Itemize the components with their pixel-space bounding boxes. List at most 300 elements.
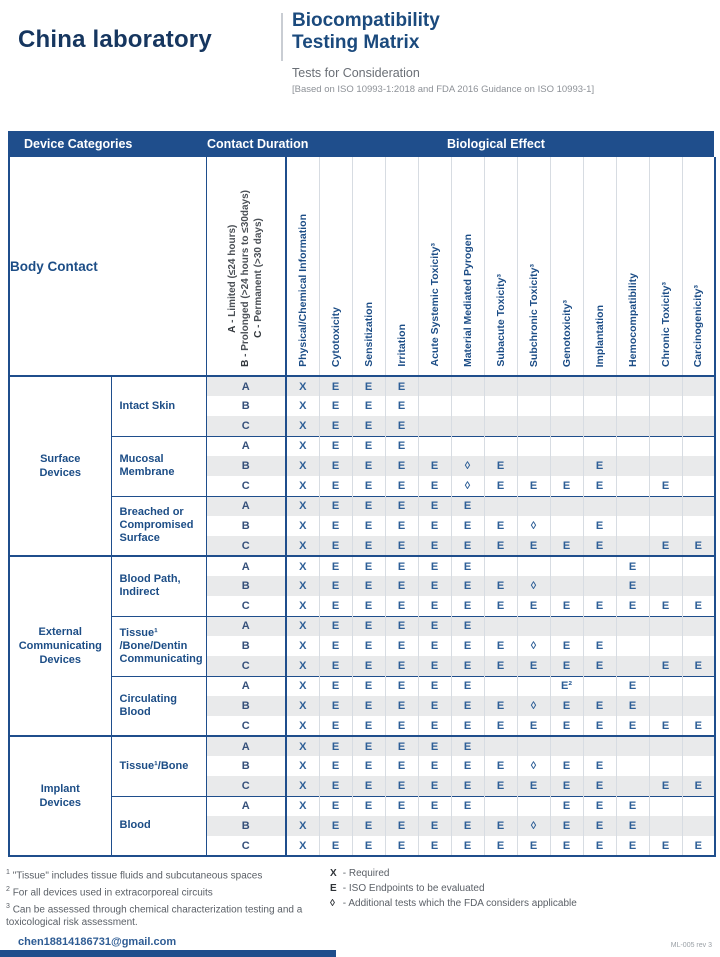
- mark-cell: E: [649, 656, 682, 676]
- effect-label-wrap: [617, 157, 649, 375]
- mark-cell: E: [352, 776, 385, 796]
- mark-cell: X: [286, 716, 319, 736]
- mark-cell: E: [484, 596, 517, 616]
- mark-cell: E: [583, 656, 616, 676]
- mark-cell: [550, 556, 583, 576]
- footnote-marker: 3: [6, 902, 10, 910]
- mark-cell: ◊: [517, 816, 550, 836]
- footnote-marker: 1: [6, 869, 10, 876]
- effect-column-header: [385, 157, 418, 376]
- subcategory-line: Intact Skin: [119, 399, 176, 412]
- mark-cell: E: [319, 636, 352, 656]
- mark-cell: E: [352, 436, 385, 456]
- mark-cell: E: [484, 656, 517, 676]
- subcategory-cell: [111, 376, 206, 436]
- mark-cell: E: [484, 756, 517, 776]
- footnotes: [6, 866, 318, 930]
- mark-cell: E: [517, 596, 550, 616]
- mark-cell: E: [616, 576, 649, 596]
- legend-symbol: ◊: [330, 898, 335, 909]
- mark-cell: E: [418, 516, 451, 536]
- mark-cell: X: [286, 476, 319, 496]
- subcategory-line: Mucosal: [119, 453, 164, 465]
- mark-cell: [550, 516, 583, 536]
- page-title-line2: Testing Matrix: [292, 32, 420, 53]
- duration-cell: B: [206, 396, 286, 416]
- mark-cell: [616, 536, 649, 556]
- subcategory-line: Surface: [119, 532, 160, 545]
- matrix-row: [9, 676, 715, 696]
- mark-cell: [550, 736, 583, 756]
- mark-cell: E: [550, 656, 583, 676]
- mark-cell: E: [550, 536, 583, 556]
- mark-cell: E: [616, 796, 649, 816]
- mark-cell: E: [583, 696, 616, 716]
- mark-cell: [583, 736, 616, 756]
- legend: [330, 866, 577, 911]
- mark-cell: [517, 376, 550, 396]
- mark-cell: [550, 616, 583, 636]
- duration-legend-line: [226, 190, 239, 367]
- subcategory-cell: [111, 496, 206, 556]
- mark-cell: [484, 396, 517, 416]
- footnote-text: Can be assessed through chemical characterization testing and a toxicological risk assessment.: [6, 903, 303, 929]
- effect-label: Implantation: [593, 304, 606, 367]
- mark-cell: E: [682, 656, 715, 676]
- page-title: [292, 10, 440, 54]
- mark-cell: E: [583, 516, 616, 536]
- subcategory-line: Blood Path,: [119, 573, 181, 586]
- mark-cell: E: [319, 776, 352, 796]
- effect-label-wrap: [485, 157, 517, 375]
- mark-cell: [550, 396, 583, 416]
- mark-cell: [649, 636, 682, 656]
- duration-cell: C: [206, 476, 286, 496]
- mark-cell: [649, 676, 682, 696]
- effect-label-wrap: [353, 157, 385, 375]
- body-contact-header: Body Contact: [9, 157, 206, 376]
- mark-cell: [484, 416, 517, 436]
- mark-cell: X: [286, 456, 319, 476]
- subcategory-cell: [111, 736, 206, 796]
- mark-cell: [616, 736, 649, 756]
- effect-column-header: [319, 157, 352, 376]
- matrix-row: [9, 376, 715, 396]
- mark-cell: [418, 396, 451, 416]
- mark-cell: E: [649, 476, 682, 496]
- effect-label-wrap: [452, 157, 484, 375]
- effect-label: Sensitization: [362, 302, 375, 367]
- mark-cell: E: [451, 756, 484, 776]
- device-category-cell: [9, 736, 111, 856]
- mark-cell: E: [352, 676, 385, 696]
- mark-cell: E: [616, 596, 649, 616]
- effect-label: Physical/Chemical Information: [296, 214, 309, 367]
- mark-cell: [682, 516, 715, 536]
- mark-cell: E: [418, 456, 451, 476]
- mark-cell: E: [682, 776, 715, 796]
- subcategory-line: Breached or: [119, 506, 184, 519]
- effect-label: Hemocompatibility: [626, 273, 639, 367]
- effect-column-header: [484, 157, 517, 376]
- effect-label: Subacute Toxicity³: [494, 274, 507, 367]
- effect-label-wrap: [287, 157, 319, 375]
- band-label-contact-duration: Contact Duration: [207, 137, 309, 151]
- mark-cell: [616, 416, 649, 436]
- mark-cell: E: [418, 576, 451, 596]
- mark-cell: E: [451, 716, 484, 736]
- mark-cell: E: [352, 756, 385, 776]
- legend-symbol: X: [330, 868, 337, 879]
- subcategory-line: Tissue¹: [119, 626, 158, 639]
- mark-cell: E: [418, 656, 451, 676]
- mark-cell: [517, 556, 550, 576]
- mark-cell: E: [319, 556, 352, 576]
- mark-cell: E: [385, 696, 418, 716]
- mark-cell: [517, 616, 550, 636]
- mark-cell: E: [418, 556, 451, 576]
- mark-cell: [682, 616, 715, 636]
- mark-cell: E: [418, 816, 451, 836]
- mark-cell: [682, 696, 715, 716]
- mark-cell: [682, 396, 715, 416]
- mark-cell: E: [484, 776, 517, 796]
- effect-label: Acute Systemic Toxicity³: [428, 243, 441, 367]
- mark-cell: E: [319, 536, 352, 556]
- mark-cell: E: [319, 416, 352, 436]
- mark-cell: E: [418, 796, 451, 816]
- mark-cell: E: [352, 516, 385, 536]
- mark-cell: E: [694, 839, 702, 852]
- subcategory-line: Blood: [119, 705, 151, 718]
- mark-cell: [682, 816, 715, 836]
- mark-cell: E: [517, 656, 550, 676]
- mark-cell: [484, 676, 517, 696]
- mark-cell: E: [517, 836, 550, 856]
- mark-cell: [550, 376, 583, 396]
- duration-description: - Prolonged (>24 hours to ≤30days): [240, 190, 252, 360]
- mark-cell: E: [649, 716, 682, 736]
- mark-cell: E: [550, 636, 583, 656]
- effect-column-header: [352, 157, 385, 376]
- mark-cell: X: [286, 816, 319, 836]
- mark-cell: E: [616, 716, 649, 736]
- duration-letter: B: [240, 359, 252, 367]
- mark-cell: E: [385, 756, 418, 776]
- duration-cell: C: [206, 596, 286, 616]
- mark-cell: [616, 476, 649, 496]
- mark-cell: E: [385, 736, 418, 756]
- mark-cell: E: [484, 536, 517, 556]
- band-label-device-categories: Device Categories: [24, 137, 133, 151]
- mark-cell: X: [286, 516, 319, 536]
- mark-cell: E: [352, 396, 385, 416]
- mark-cell: [550, 496, 583, 516]
- mark-cell: ◊: [451, 456, 484, 476]
- mark-cell: E: [385, 376, 418, 396]
- mark-cell: E: [451, 576, 484, 596]
- mark-cell: E: [352, 576, 385, 596]
- mark-cell: [649, 756, 682, 776]
- mark-cell: E: [451, 816, 484, 836]
- mark-cell: [682, 676, 715, 696]
- mark-cell: E: [484, 576, 517, 596]
- mark-cell: E: [451, 836, 484, 856]
- mark-cell: E: [352, 536, 385, 556]
- mark-cell: [550, 416, 583, 436]
- mark-cell: E: [583, 476, 616, 496]
- mark-cell: E: [352, 616, 385, 636]
- mark-cell: E: [319, 716, 352, 736]
- mark-cell: E: [385, 396, 418, 416]
- mark-cell: E: [319, 436, 352, 456]
- subcategory-line: Circulating: [119, 692, 177, 705]
- mark-cell: [583, 556, 616, 576]
- subcategory-line: Indirect: [119, 586, 160, 599]
- mark-cell: E: [319, 676, 352, 696]
- mark-cell: [649, 616, 682, 636]
- device-category-cell: [9, 556, 111, 736]
- duration-description: - Permanent (>30 days): [253, 218, 265, 332]
- mark-cell: X: [286, 836, 319, 856]
- mark-cell: E: [484, 816, 517, 836]
- mark-cell: E: [319, 656, 352, 676]
- mark-cell: E: [319, 476, 352, 496]
- effect-label: Genotoxicity³: [560, 299, 573, 367]
- effect-label-wrap: [650, 157, 682, 375]
- legend-symbol: E: [330, 883, 337, 894]
- page-title-line1: Biocompatibility: [292, 10, 440, 31]
- mark-cell: E: [484, 716, 517, 736]
- mark-cell: E: [550, 716, 583, 736]
- mark-cell: E: [451, 596, 484, 616]
- mark-cell: X: [286, 536, 319, 556]
- mark-cell: E: [682, 536, 715, 556]
- duration-cell: A: [206, 436, 286, 456]
- mark-cell: [583, 396, 616, 416]
- mark-cell: E: [484, 476, 517, 496]
- mark-cell: [418, 416, 451, 436]
- mark-cell: E: [550, 796, 583, 816]
- mark-cell: E: [550, 816, 583, 836]
- device-category-line: Surface: [40, 453, 81, 465]
- mark-cell: E: [418, 536, 451, 556]
- mark-cell: E: [649, 776, 682, 796]
- mark-cell: [550, 456, 583, 476]
- subcategory-line: /Bone/Dentin: [119, 639, 188, 652]
- mark-cell: E: [418, 496, 451, 516]
- mark-cell: E: [583, 816, 616, 836]
- effect-label-wrap: [320, 157, 352, 375]
- mark-cell: E: [484, 836, 517, 856]
- mark-cell: X: [286, 696, 319, 716]
- device-category-line: Devices: [39, 467, 82, 479]
- mark-cell: E: [451, 736, 484, 756]
- mark-cell: E: [694, 599, 702, 612]
- mark-cell: [682, 636, 715, 656]
- mark-cell: E: [649, 536, 682, 556]
- device-category-cell: [9, 376, 111, 556]
- mark-cell: E: [385, 516, 418, 536]
- effect-label-wrap: [551, 157, 583, 375]
- subcategory-line: Membrane: [119, 466, 175, 478]
- mark-cell: E: [352, 376, 385, 396]
- mark-cell: E: [319, 796, 352, 816]
- legend-text: - Required: [342, 868, 390, 879]
- mark-cell: [649, 396, 682, 416]
- mark-cell: E: [550, 776, 583, 796]
- mark-cell: E: [319, 456, 352, 476]
- mark-cell: E: [418, 596, 451, 616]
- mark-cell: E: [385, 676, 418, 696]
- mark-cell: E: [385, 796, 418, 816]
- mark-cell: E: [616, 816, 649, 836]
- mark-cell: [517, 496, 550, 516]
- device-category-line: External: [38, 626, 82, 638]
- duration-description: - Limited (≤24 hours): [227, 224, 239, 326]
- mark-cell: E: [550, 696, 583, 716]
- subcategory-line: Compromised: [119, 519, 194, 532]
- mark-cell: E: [451, 776, 484, 796]
- mark-cell: E: [451, 676, 484, 696]
- duration-cell: B: [206, 516, 286, 536]
- mark-cell: E: [352, 556, 385, 576]
- duration-cell: C: [206, 536, 286, 556]
- mark-cell: E: [517, 476, 550, 496]
- mark-cell: X: [286, 416, 319, 436]
- mark-cell: [616, 376, 649, 396]
- mark-cell: E: [352, 696, 385, 716]
- mark-cell: [616, 756, 649, 776]
- mark-cell: ◊: [517, 636, 550, 656]
- subcategory-cell: [111, 556, 206, 616]
- footnote: [6, 866, 318, 883]
- contact-duration-header: [206, 157, 286, 376]
- mark-cell: E: [385, 536, 418, 556]
- mark-cell: E: [352, 416, 385, 436]
- mark-cell: [550, 436, 583, 456]
- matrix-row: [9, 556, 715, 576]
- standards-note: [Based on ISO 10993-1:2018 and FDA 2016 Guidance on ISO 10993-1]: [292, 84, 595, 95]
- mark-cell: [616, 776, 649, 796]
- effect-label: Cytotoxicity: [329, 306, 342, 367]
- mark-cell: E: [319, 696, 352, 716]
- mark-cell: E: [319, 396, 352, 416]
- mark-cell: E: [385, 616, 418, 636]
- mark-cell: E: [385, 496, 418, 516]
- mark-cell: [682, 556, 715, 576]
- mark-cell: E: [319, 596, 352, 616]
- mark-cell: E: [352, 796, 385, 816]
- mark-cell: E: [583, 756, 616, 776]
- mark-cell: E: [418, 836, 451, 856]
- mark-cell: E: [418, 616, 451, 636]
- mark-cell: E: [352, 476, 385, 496]
- matrix-head-row: [9, 157, 715, 376]
- mark-cell: E: [418, 696, 451, 716]
- mark-cell: X: [286, 396, 319, 416]
- mark-cell: E: [385, 576, 418, 596]
- footnote-text: "Tissue" includes tissue fluids and subcutaneous spaces: [12, 870, 263, 882]
- mark-cell: E: [550, 476, 583, 496]
- mark-cell: E: [550, 836, 583, 856]
- subcategory-line: Communicating: [119, 652, 203, 665]
- mark-cell: E: [319, 736, 352, 756]
- duration-cell: C: [206, 836, 286, 856]
- mark-cell: [583, 576, 616, 596]
- mark-cell: [550, 576, 583, 596]
- effect-column-header: [550, 157, 583, 376]
- mark-cell: E: [451, 616, 484, 636]
- mark-cell: E: [352, 456, 385, 476]
- band-label-biological-effect: Biological Effect: [447, 137, 545, 151]
- mark-cell: E: [418, 716, 451, 736]
- mark-cell: [583, 436, 616, 456]
- mark-cell: E: [484, 636, 517, 656]
- mark-cell: X: [286, 556, 319, 576]
- mark-cell: E: [319, 616, 352, 636]
- duration-legend-line: [239, 190, 252, 367]
- mark-cell: [616, 456, 649, 476]
- mark-cell: [517, 436, 550, 456]
- device-category-line: Devices: [39, 797, 82, 809]
- mark-cell: [649, 576, 682, 596]
- mark-cell: E: [616, 556, 649, 576]
- mark-cell: E: [616, 676, 649, 696]
- mark-cell: E: [451, 516, 484, 536]
- mark-cell: [682, 456, 715, 476]
- duration-cell: B: [206, 456, 286, 476]
- mark-cell: E: [385, 596, 418, 616]
- duration-legend-wrap: [207, 157, 286, 375]
- mark-cell: E: [385, 556, 418, 576]
- effect-column-header: [682, 157, 715, 376]
- subcategory-line: Tissue¹/Bone: [119, 759, 189, 772]
- mark-cell: E: [451, 636, 484, 656]
- mark-cell: [517, 736, 550, 756]
- mark-cell: [517, 456, 550, 476]
- mark-cell: ◊: [517, 756, 550, 776]
- mark-cell: [682, 416, 715, 436]
- matrix-row: [9, 736, 715, 756]
- mark-cell: E: [451, 796, 484, 816]
- mark-cell: E: [385, 476, 418, 496]
- mark-cell: E: [517, 776, 550, 796]
- mark-cell: [583, 376, 616, 396]
- mark-cell: E: [616, 696, 649, 716]
- mark-cell: [484, 376, 517, 396]
- footnote-marker: 2: [6, 885, 10, 893]
- mark-cell: [616, 636, 649, 656]
- mark-cell: [583, 676, 616, 696]
- mark-cell: ◊: [517, 516, 550, 536]
- document-reference: ML-005 rev 3: [670, 942, 712, 949]
- duration-cell: A: [206, 616, 286, 636]
- page-subtitle: Tests for Consideration: [292, 66, 420, 80]
- mark-cell: [451, 396, 484, 416]
- mark-cell: X: [286, 736, 319, 756]
- mark-cell: E: [616, 836, 649, 856]
- mark-cell: [616, 656, 649, 676]
- mark-cell: E: [484, 696, 517, 716]
- duration-cell: A: [206, 796, 286, 816]
- mark-cell: E: [583, 776, 616, 796]
- mark-cell: X: [286, 776, 319, 796]
- footer-bar: [0, 950, 336, 957]
- mark-cell: E: [385, 776, 418, 796]
- mark-cell: [517, 676, 550, 696]
- duration-legend-line: [252, 190, 265, 367]
